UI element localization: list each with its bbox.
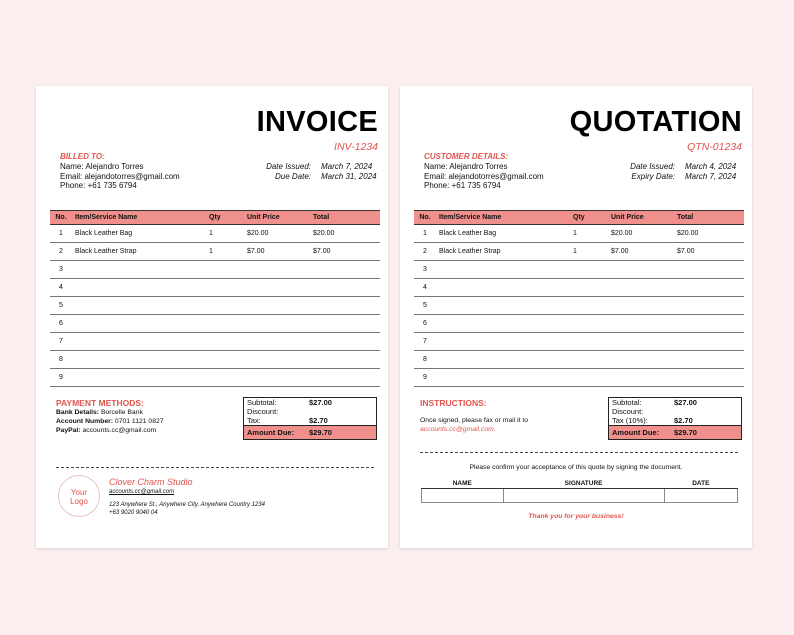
row-total xyxy=(310,369,380,387)
studio-info xyxy=(109,477,265,518)
row-qty xyxy=(206,369,244,387)
column-header-unit-price: Unit Price xyxy=(244,211,310,225)
studio-address: 123 Anywhere St., Anywhere City, Anywhere Country 1234 xyxy=(109,501,265,508)
logo-text-line1: Your xyxy=(70,488,88,497)
studio-name: Clover Charm Studio xyxy=(109,477,193,487)
tax-label: Tax (10%): xyxy=(612,416,648,425)
table-row xyxy=(414,297,744,315)
table-row xyxy=(414,261,744,279)
row-unit-price: $20.00 xyxy=(608,225,674,243)
amount-due-label: Amount Due: xyxy=(612,428,660,437)
tax-value: $2.70 xyxy=(674,416,693,425)
row-total xyxy=(310,315,380,333)
paypal-value: accounts.cc@gmail.com xyxy=(82,427,157,434)
customer-phone: Phone: +61 735 6794 xyxy=(424,181,501,191)
table-row xyxy=(50,225,380,243)
row-item xyxy=(436,315,570,333)
quotation-sheet xyxy=(400,86,752,548)
row-unit-price xyxy=(244,333,310,351)
instructions-text: Once signed, please fax or mail it to xyxy=(420,417,529,424)
date-issued-label: Date Issued: xyxy=(630,162,675,171)
row-no: 8 xyxy=(50,351,72,369)
logo-placeholder xyxy=(58,475,100,517)
table-row xyxy=(50,261,380,279)
row-no: 4 xyxy=(50,279,72,297)
row-no: 5 xyxy=(414,297,436,315)
subtotal-label: Subtotal: xyxy=(612,398,642,407)
row-qty xyxy=(206,297,244,315)
table-row xyxy=(50,279,380,297)
quotation-totals-box xyxy=(608,397,742,440)
row-no: 1 xyxy=(50,225,72,243)
row-qty: 1 xyxy=(570,225,608,243)
invoice-sheet xyxy=(36,86,388,548)
table-row xyxy=(414,243,744,261)
subtotal-label: Subtotal: xyxy=(247,398,277,407)
row-no: 8 xyxy=(414,351,436,369)
due-date-value: March 31, 2024 xyxy=(321,171,377,181)
column-header-qty: Qty xyxy=(570,211,608,225)
row-no: 9 xyxy=(414,369,436,387)
row-unit-price xyxy=(608,333,674,351)
thank-you-note: Thank you for your business! xyxy=(528,513,624,520)
table-row xyxy=(50,297,380,315)
date-field[interactable] xyxy=(664,488,737,502)
customer-email: Email: alejandotorres@gmail.com xyxy=(60,171,180,181)
row-qty xyxy=(206,351,244,369)
subtotal-value: $27.00 xyxy=(309,398,332,407)
invoice-totals-box xyxy=(243,397,377,440)
row-unit-price xyxy=(608,315,674,333)
row-unit-price xyxy=(244,279,310,297)
column-header-total: Total xyxy=(674,211,744,225)
subtotal-value: $27.00 xyxy=(674,398,697,407)
row-item xyxy=(436,297,570,315)
row-total: $7.00 xyxy=(674,243,744,261)
invoice-items-table xyxy=(50,210,380,387)
table-row xyxy=(50,351,380,369)
row-no: 7 xyxy=(414,333,436,351)
row-unit-price xyxy=(608,369,674,387)
column-header-item: Item/Service Name xyxy=(436,211,570,225)
row-no: 5 xyxy=(50,297,72,315)
customer-name: Name: Alejandro Torres xyxy=(60,161,144,171)
row-item: Black Leather Bag xyxy=(72,225,206,243)
row-qty xyxy=(206,279,244,297)
billed-to-header: BILLED TO: xyxy=(60,152,105,161)
row-qty xyxy=(570,333,608,351)
column-header-no: No. xyxy=(50,211,72,225)
row-no: 7 xyxy=(50,333,72,351)
invoice-title: INVOICE xyxy=(256,106,378,138)
invoice-number: INV-1234 xyxy=(334,141,378,153)
row-no: 3 xyxy=(50,261,72,279)
column-header-unit-price: Unit Price xyxy=(608,211,674,225)
column-header-qty: Qty xyxy=(206,211,244,225)
account-number-label: Account Number: xyxy=(56,418,114,425)
row-item xyxy=(436,333,570,351)
row-unit-price xyxy=(608,297,674,315)
row-item xyxy=(436,279,570,297)
row-total xyxy=(310,279,380,297)
row-unit-price: $7.00 xyxy=(244,243,310,261)
due-date-label: Due Date: xyxy=(274,171,311,181)
confirm-text: Please confirm your acceptance of this quote by signing the document. xyxy=(469,464,683,471)
row-no: 2 xyxy=(414,243,436,261)
customer-name: Name: Alejandro Torres xyxy=(424,161,508,171)
row-qty xyxy=(570,297,608,315)
amount-due-value: $29.70 xyxy=(309,428,332,437)
row-item xyxy=(72,369,206,387)
row-item xyxy=(436,261,570,279)
logo-text-line2: Logo xyxy=(70,497,88,506)
row-total xyxy=(674,333,744,351)
row-total xyxy=(674,279,744,297)
row-item xyxy=(436,369,570,387)
date-issued-value: March 7, 2024 xyxy=(321,162,373,171)
divider xyxy=(420,452,738,453)
row-no: 1 xyxy=(414,225,436,243)
table-row xyxy=(50,333,380,351)
column-header-no: No. xyxy=(414,211,436,225)
expiry-date-value: March 7, 2024 xyxy=(685,171,737,181)
table-header-row xyxy=(414,211,744,225)
instructions-block xyxy=(420,399,528,434)
quotation-title: QUOTATION xyxy=(569,106,742,138)
account-number-value: 0701 1121 0827 xyxy=(114,418,164,425)
quotation-number: QTN-01234 xyxy=(687,141,742,153)
column-header-total: Total xyxy=(310,211,380,225)
row-item xyxy=(72,351,206,369)
row-item: Black Leather Strap xyxy=(436,243,570,261)
bank-details-value: Borcelle Bank xyxy=(100,409,143,416)
table-row xyxy=(414,315,744,333)
table-row xyxy=(414,351,744,369)
amount-due-label: Amount Due: xyxy=(247,428,295,437)
row-no: 3 xyxy=(414,261,436,279)
tax-value: $2.70 xyxy=(309,416,328,425)
row-unit-price xyxy=(244,261,310,279)
row-item xyxy=(436,351,570,369)
row-qty: 1 xyxy=(206,243,244,261)
row-qty xyxy=(570,369,608,387)
row-item xyxy=(72,261,206,279)
row-qty xyxy=(570,351,608,369)
row-item xyxy=(72,315,206,333)
row-unit-price: $7.00 xyxy=(608,243,674,261)
date-issued-value: March 4, 2024 xyxy=(685,162,737,171)
column-header-item: Item/Service Name xyxy=(72,211,206,225)
row-qty xyxy=(570,315,608,333)
name-field[interactable] xyxy=(422,488,504,502)
row-unit-price xyxy=(244,369,310,387)
billed-to-block xyxy=(60,152,180,191)
row-unit-price xyxy=(244,351,310,369)
row-item xyxy=(72,297,206,315)
quotation-items-table xyxy=(414,210,744,387)
signature-table xyxy=(421,480,738,503)
discount-label: Discount: xyxy=(247,407,279,416)
date-issued-label: Date Issued: xyxy=(266,162,311,171)
row-total xyxy=(674,351,744,369)
table-header-row xyxy=(50,211,380,225)
row-qty xyxy=(206,261,244,279)
row-total xyxy=(310,261,380,279)
row-qty xyxy=(570,261,608,279)
tax-label: Tax: xyxy=(247,416,261,425)
row-unit-price xyxy=(244,315,310,333)
row-unit-price xyxy=(244,297,310,315)
row-total xyxy=(674,369,744,387)
paypal-label: PayPal: xyxy=(56,427,81,434)
sign-header-date: DATE xyxy=(664,480,737,488)
payment-methods xyxy=(56,399,164,435)
row-item: Black Leather Strap xyxy=(72,243,206,261)
row-total xyxy=(674,315,744,333)
sign-header-signature: SIGNATURE xyxy=(503,480,664,488)
customer-phone: Phone: +61 735 6794 xyxy=(60,181,137,191)
row-no: 9 xyxy=(50,369,72,387)
row-total: $20.00 xyxy=(310,225,380,243)
studio-phone: +63 9020 9040 04 xyxy=(109,510,158,516)
bank-details-label: Bank Details: xyxy=(56,409,100,416)
table-row xyxy=(50,243,380,261)
studio-email[interactable]: accounts.cc@gmail.com xyxy=(109,489,175,495)
row-item xyxy=(72,333,206,351)
row-total xyxy=(310,297,380,315)
row-qty xyxy=(206,333,244,351)
row-unit-price xyxy=(608,351,674,369)
row-total xyxy=(674,261,744,279)
quotation-dates xyxy=(630,162,742,182)
payment-methods-header: PAYMENT METHODS: xyxy=(56,398,144,408)
invoice-dates xyxy=(266,162,378,182)
amount-due-value: $29.70 xyxy=(674,428,697,437)
row-qty xyxy=(206,315,244,333)
row-unit-price xyxy=(608,279,674,297)
expiry-date-label: Expiry Date: xyxy=(631,171,675,181)
instructions-header: INSTRUCTIONS: xyxy=(420,398,487,408)
signature-field[interactable] xyxy=(503,488,664,502)
row-total: $7.00 xyxy=(310,243,380,261)
customer-email: Email: alejandotorres@gmail.com xyxy=(424,171,544,181)
table-row xyxy=(50,369,380,387)
table-row xyxy=(414,333,744,351)
discount-label: Discount: xyxy=(612,407,644,416)
customer-details-block xyxy=(424,152,544,191)
row-no: 4 xyxy=(414,279,436,297)
row-item xyxy=(72,279,206,297)
instructions-email[interactable]: accounts.cc@gmail.com. xyxy=(420,426,496,433)
row-no: 2 xyxy=(50,243,72,261)
row-total: $20.00 xyxy=(674,225,744,243)
row-total xyxy=(310,351,380,369)
row-total xyxy=(674,297,744,315)
customer-details-header: CUSTOMER DETAILS: xyxy=(424,152,509,161)
table-row xyxy=(414,279,744,297)
row-no: 6 xyxy=(50,315,72,333)
divider xyxy=(56,467,374,468)
row-unit-price: $20.00 xyxy=(244,225,310,243)
row-item: Black Leather Bag xyxy=(436,225,570,243)
sign-header-name: NAME xyxy=(422,480,504,488)
table-row xyxy=(414,369,744,387)
row-total xyxy=(310,333,380,351)
table-row xyxy=(50,315,380,333)
row-qty: 1 xyxy=(206,225,244,243)
row-qty xyxy=(570,279,608,297)
table-row xyxy=(414,225,744,243)
row-unit-price xyxy=(608,261,674,279)
row-qty: 1 xyxy=(570,243,608,261)
row-no: 6 xyxy=(414,315,436,333)
